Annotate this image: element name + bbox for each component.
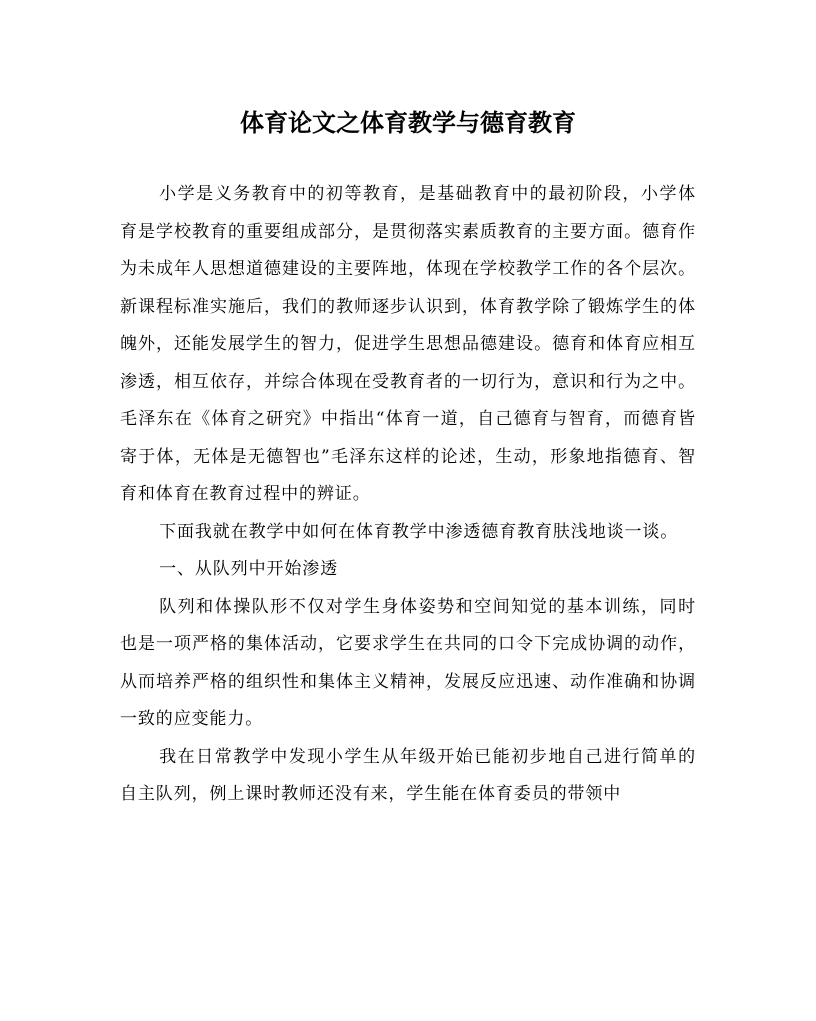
paragraph-queue-training: 队列和体操队形不仅对学生身体姿势和空间知觉的基本训练，同时也是一项严格的集体活动，它要求学生在共同的口令下完成协调的动作，从而培养严格的组织性和集体主义精神，发展反应迅速、动作准确和协调一致的应变能力。	[120, 596, 696, 729]
document-title: 体育论文之体育教学与德育教育	[240, 108, 576, 137]
section-heading-1: 一、从队列中开始渗透	[159, 559, 339, 579]
document-body	[120, 176, 696, 814]
paragraph-discussion: 下面我就在教学中如何在体育教学中渗透德育教育肤浅地谈一谈。	[159, 521, 679, 542]
paragraph-observation: 我在日常教学中发现小学生从年级开始已能初步地自己进行简单的自主队列，例上课时教师还没有来，学生能在体育委员的带领中	[120, 746, 696, 804]
paragraph-intro: 小学是义务教育中的初等教育，是基础教育中的最初阶段，小学体育是学校教育的重要组成部分，是贯彻落实素质教育的主要方面。德育作为未成年人思想道德建设的主要阵地，体现在学校教学工作的各个层次。新课程标准实施后，我们的教师逐步认识到，体育教学除了锻炼学生的体魄外，还能发展学生的智力，促进学生思想品德建设。德育和体育应相互渗透，相互依存，并综合体现在受教育者的一切行为，意识和行为之中。毛泽东在《体育之研究》中指出“体育一道，自己德育与智育，而德育皆寄于体，无体是无德智也”毛泽东这样的论述，生动，形象地指德育、智育和体育在教育过程中的辨证。	[120, 184, 696, 504]
